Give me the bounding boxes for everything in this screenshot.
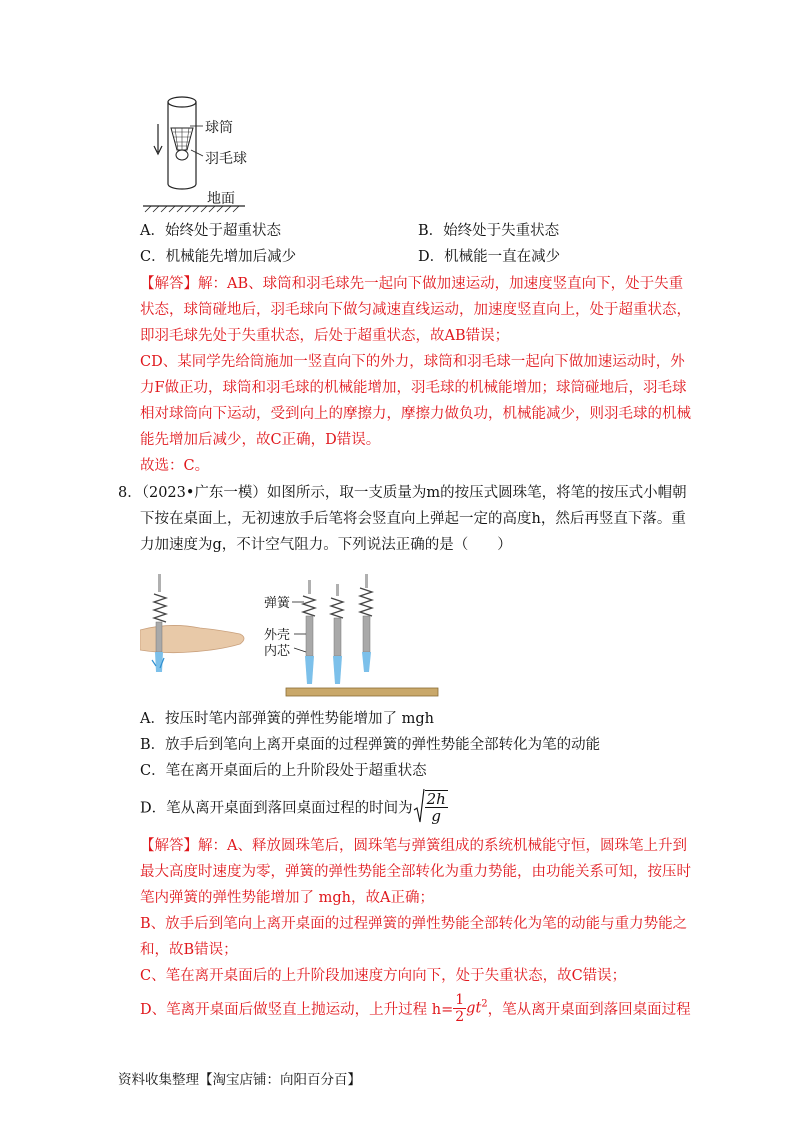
label-core: 内芯 (264, 644, 291, 659)
answer-text-pre: D、笔离开桌面后做竖直上抛运动，上升过程 h= (140, 1002, 454, 1018)
answer-text-post: ，笔从离开桌面到落回桌面过程 (487, 1002, 691, 1018)
q7-option-c: C．机械能先增加后减少 (140, 249, 297, 265)
footer-text: 资料收集整理【淘宝店铺：向阳百分百】 (118, 1072, 361, 1088)
figure-pens (140, 572, 440, 702)
q8-answer-line: 笔内弹簧的弹性势能增加了 mgh，故A正确； (140, 890, 434, 906)
q7-option-b: B．始终处于失重状态 (418, 223, 560, 239)
q8-answer-line: 最大高度时速度为零，弹簧的弹性势能全部转化为重力势能，由功能关系可知，按压时 (140, 864, 691, 880)
q7-answer-line: 【解答】解：AB、球筒和羽毛球先一起向下做加速运动，加速度竖直向下，处于失重 (140, 276, 684, 292)
fraction-numerator: 2h (426, 790, 446, 808)
q8-option-a: A．按压时笔内部弹簧的弹性势能增加了 mgh (140, 711, 434, 727)
formula-exponent: 2 (481, 998, 488, 1010)
q7-answer-line: 力F做正功，球筒和羽毛球的机械能增加，羽毛球的机械能增加；球筒碰地后，羽毛球 (140, 380, 687, 396)
label-ground: 地面 (207, 191, 235, 207)
q7-answer-choice: 故选：C。 (140, 458, 210, 474)
q8-option-b: B．放手后到笔向上离开桌面的过程弹簧的弹性势能全部转化为笔的动能 (140, 737, 601, 753)
q8-stem-line: 8．（2023•广东一模）如图所示，取一支质量为m的按压式圆珠笔，将笔的按压式小帽朝 (118, 485, 687, 501)
q8-stem-line: 力加速度为g，不计空气阻力。下列说法正确的是（ ） (140, 537, 512, 553)
fraction-denominator: g (431, 807, 442, 825)
figure-tube-shuttlecock (135, 92, 275, 214)
q8-option-c: C．笔在离开桌面后的上升阶段处于超重状态 (140, 763, 427, 779)
label-tube: 球筒 (205, 120, 233, 136)
q8-option-d-text: D．笔从离开桌面到落回桌面过程的时间为 (140, 800, 413, 817)
q8-option-d (140, 788, 448, 828)
q7-answer-line: 相对球筒向下运动，受到向上的摩擦力，摩擦力做负功，机械能减少，则羽毛球的机械 (140, 406, 691, 422)
q8-stem-line: 下按在桌面上，无初速放手后笔将会竖直向上弹起一定的高度h，然后再竖直下落。重 (140, 511, 686, 527)
formula-gt: gt (466, 1000, 482, 1017)
q8-answer-line: 和，故B错误； (140, 942, 238, 958)
label-shell: 外壳 (264, 628, 291, 643)
q7-answer-line: CD、某同学先给筒施加一竖直向下的外力，球筒和羽毛球一起向下做加速运动时，外 (140, 354, 685, 370)
q8-answer-line: 【解答】解：A、释放圆珠笔后，圆珠笔与弹簧组成的系统机械能守恒，圆珠笔上升到 (140, 838, 687, 854)
label-shuttlecock: 羽毛球 (205, 151, 247, 167)
q7-answer-line: 即羽毛球先处于失重状态，后处于超重状态，故AB错误； (140, 328, 510, 344)
sqrt-formula (413, 788, 448, 826)
q7-option-a: A．始终处于超重状态 (140, 223, 281, 239)
q7-answer-line: 状态，球筒碰地后，羽毛球向下做匀减速直线运动，加速度竖直向上，处于超重状态， (140, 302, 691, 318)
label-spring: 弹簧 (264, 596, 291, 611)
q8-answer-line: C、笔在离开桌面后的上升阶段加速度方向向下，处于失重状态，故C错误； (140, 968, 627, 984)
q8-answer-line: B、放手后到笔向上离开桌面的过程弹簧的弹性势能全部转化为笔的动能与重力势能之 (140, 916, 688, 932)
q7-option-d: D．机械能一直在减少 (418, 249, 561, 265)
q8-answer-line-formula (140, 992, 691, 1030)
q7-answer-line: 能先增加后减少，故C正确，D错误。 (140, 432, 381, 448)
fraction-half: $\frac{1}{2}$ (455, 992, 465, 1025)
